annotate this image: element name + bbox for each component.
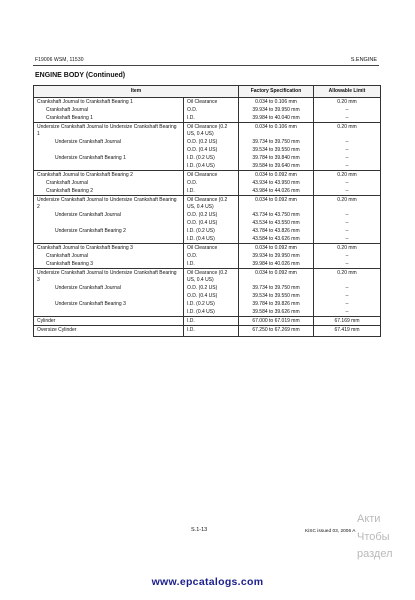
allowable-limit-cell: – <box>314 227 381 235</box>
table-row <box>34 269 381 285</box>
allowable-limit-cell: – <box>314 106 381 114</box>
table-row <box>34 244 381 253</box>
item-cell <box>34 219 184 227</box>
factory-spec-cell: 0.034 to 0.092 mm <box>239 269 314 285</box>
item-cell <box>34 162 184 171</box>
condition-cell: O.D. (0.4 US) <box>184 219 239 227</box>
table-row <box>34 106 381 114</box>
item-cell: Crankshaft Journal to Crankshaft Bearing 1 <box>34 98 184 107</box>
condition-cell: I.D. <box>184 317 239 326</box>
spec-table-body <box>34 98 381 337</box>
factory-spec-cell: 43.584 to 43.626 mm <box>239 235 314 244</box>
watermark-text: Чтобы <box>357 531 390 543</box>
condition-cell: I.D. <box>184 114 239 123</box>
factory-spec-cell: 39.584 to 39.640 mm <box>239 162 314 171</box>
table-row <box>34 146 381 154</box>
condition-cell: Oil Clearance (0.2 US, 0.4 US) <box>184 196 239 212</box>
item-cell: Crankshaft Bearing 3 <box>34 260 184 269</box>
spec-table <box>33 85 381 337</box>
item-cell: Crankshaft Journal <box>34 252 184 260</box>
allowable-limit-cell: – <box>314 138 381 146</box>
allowable-limit-cell: – <box>314 154 381 162</box>
allowable-limit-cell: – <box>314 284 381 292</box>
table-row <box>34 98 381 107</box>
condition-cell: I.D. (0.2 US) <box>184 300 239 308</box>
allowable-limit-cell: – <box>314 235 381 244</box>
item-cell: Crankshaft Bearing 2 <box>34 187 184 196</box>
item-cell: Crankshaft Journal <box>34 179 184 187</box>
table-row <box>34 171 381 180</box>
allowable-limit-cell: – <box>314 260 381 269</box>
factory-spec-cell: 39.784 to 39.826 mm <box>239 300 314 308</box>
allowable-limit-cell: 0.20 mm <box>314 123 381 139</box>
item-cell: Undersize Crankshaft Journal to Undersize Crankshaft Bearing 3 <box>34 269 184 285</box>
table-row <box>34 179 381 187</box>
table-row <box>34 154 381 162</box>
header-divider <box>33 65 379 66</box>
watermark-text: Акти <box>357 513 381 525</box>
table-row <box>34 326 381 337</box>
factory-spec-cell: 0.034 to 0.106 mm <box>239 123 314 139</box>
factory-spec-cell: 43.934 to 43.950 mm <box>239 179 314 187</box>
column-header-factory-spec: Factory Specification <box>239 86 314 98</box>
factory-spec-cell: 0.034 to 0.092 mm <box>239 196 314 212</box>
allowable-limit-cell: 0.20 mm <box>314 269 381 285</box>
item-cell: Undersize Crankshaft Journal <box>34 138 184 146</box>
item-cell: Undersize Crankshaft Bearing 2 <box>34 227 184 235</box>
item-cell: Crankshaft Journal to Crankshaft Bearing 3 <box>34 244 184 253</box>
item-cell: Undersize Crankshaft Journal to Undersize Crankshaft Bearing 2 <box>34 196 184 212</box>
condition-cell: I.D. (0.4 US) <box>184 162 239 171</box>
condition-cell: I.D. <box>184 187 239 196</box>
factory-spec-cell: 43.734 to 43.750 mm <box>239 211 314 219</box>
table-row <box>34 292 381 300</box>
item-cell: Undersize Crankshaft Journal <box>34 284 184 292</box>
condition-cell: I.D. (0.2 US) <box>184 154 239 162</box>
condition-cell: I.D. (0.4 US) <box>184 235 239 244</box>
allowable-limit-cell: – <box>314 219 381 227</box>
condition-cell: O.D. (0.4 US) <box>184 146 239 154</box>
column-header-item: Item <box>34 86 239 98</box>
table-row <box>34 317 381 326</box>
table-row <box>34 284 381 292</box>
condition-cell: O.D. <box>184 106 239 114</box>
allowable-limit-cell: 0.20 mm <box>314 244 381 253</box>
table-row <box>34 252 381 260</box>
item-cell <box>34 308 184 317</box>
factory-spec-cell: 39.734 to 39.750 mm <box>239 138 314 146</box>
condition-cell: Oil Clearance (0.2 US, 0.4 US) <box>184 123 239 139</box>
factory-spec-cell: 39.584 to 39.626 mm <box>239 308 314 317</box>
table-row <box>34 227 381 235</box>
item-cell: Undersize Crankshaft Journal to Undersize Crankshaft Bearing 1 <box>34 123 184 139</box>
item-cell <box>34 235 184 244</box>
item-cell: Undersize Crankshaft Bearing 1 <box>34 154 184 162</box>
table-row <box>34 123 381 139</box>
item-cell: Cylinder <box>34 317 184 326</box>
factory-spec-cell: 0.034 to 0.106 mm <box>239 98 314 107</box>
chapter-label: S.ENGINE <box>350 57 377 63</box>
table-row <box>34 235 381 244</box>
allowable-limit-cell: 67.169 mm <box>314 317 381 326</box>
factory-spec-cell: 67.000 to 67.019 mm <box>239 317 314 326</box>
factory-spec-cell: 43.784 to 43.826 mm <box>239 227 314 235</box>
table-row <box>34 219 381 227</box>
condition-cell: I.D. (0.2 US) <box>184 227 239 235</box>
condition-cell: O.D. (0.2 US) <box>184 211 239 219</box>
allowable-limit-cell: – <box>314 252 381 260</box>
item-cell <box>34 292 184 300</box>
allowable-limit-cell: 67.419 mm <box>314 326 381 337</box>
allowable-limit-cell: 0.20 mm <box>314 171 381 180</box>
condition-cell: I.D. <box>184 326 239 337</box>
issue-note: KiSC issued 03, 2006 A <box>305 529 356 534</box>
condition-cell: O.D. <box>184 179 239 187</box>
allowable-limit-cell: – <box>314 114 381 123</box>
factory-spec-cell: 43.984 to 44.026 mm <box>239 187 314 196</box>
condition-cell: O.D. (0.2 US) <box>184 284 239 292</box>
item-cell: Crankshaft Journal to Crankshaft Bearing 2 <box>34 171 184 180</box>
table-header-row <box>34 86 381 98</box>
allowable-limit-cell: – <box>314 146 381 154</box>
allowable-limit-cell: – <box>314 179 381 187</box>
allowable-limit-cell: 0.20 mm <box>314 196 381 212</box>
condition-cell: O.D. (0.4 US) <box>184 292 239 300</box>
table-row <box>34 138 381 146</box>
factory-spec-cell: 0.034 to 0.092 mm <box>239 244 314 253</box>
condition-cell: O.D. (0.2 US) <box>184 138 239 146</box>
condition-cell: I.D. <box>184 260 239 269</box>
watermark-text: раздел <box>357 548 393 560</box>
item-cell: Undersize Crankshaft Bearing 3 <box>34 300 184 308</box>
factory-spec-cell: 39.784 to 39.840 mm <box>239 154 314 162</box>
factory-spec-cell: 39.934 to 39.950 mm <box>239 106 314 114</box>
item-cell: Undersize Crankshaft Journal <box>34 211 184 219</box>
table-row <box>34 300 381 308</box>
allowable-limit-cell: – <box>314 308 381 317</box>
table-row <box>34 308 381 317</box>
column-header-allowable-limit: Allowable Limit <box>314 86 381 98</box>
allowable-limit-cell: – <box>314 300 381 308</box>
factory-spec-cell: 43.534 to 43.550 mm <box>239 219 314 227</box>
table-row <box>34 187 381 196</box>
condition-cell: O.D. <box>184 252 239 260</box>
table-row <box>34 260 381 269</box>
document-code: F19006 WSM, 11530 <box>35 57 84 63</box>
condition-cell: Oil Clearance <box>184 244 239 253</box>
section-title: ENGINE BODY (Continued) <box>35 72 126 79</box>
condition-cell: Oil Clearance <box>184 171 239 180</box>
factory-spec-cell: 39.934 to 39.950 mm <box>239 252 314 260</box>
condition-cell: Oil Clearance <box>184 98 239 107</box>
factory-spec-cell: 67.250 to 67.269 mm <box>239 326 314 337</box>
page-number: S.1-13 <box>191 527 208 533</box>
factory-spec-cell: 39.534 to 39.550 mm <box>239 292 314 300</box>
allowable-limit-cell: – <box>314 162 381 171</box>
condition-cell: Oil Clearance (0.2 US, 0.4 US) <box>184 269 239 285</box>
factory-spec-cell: 39.734 to 39.750 mm <box>239 284 314 292</box>
table-row <box>34 162 381 171</box>
factory-spec-cell: 0.034 to 0.092 mm <box>239 171 314 180</box>
item-cell <box>34 146 184 154</box>
table-row <box>34 196 381 212</box>
table-row <box>34 114 381 123</box>
item-cell: Crankshaft Journal <box>34 106 184 114</box>
table-row <box>34 211 381 219</box>
item-cell: Oversize Cylinder <box>34 326 184 337</box>
condition-cell: I.D. (0.4 US) <box>184 308 239 317</box>
factory-spec-cell: 39.984 to 40.040 mm <box>239 114 314 123</box>
allowable-limit-cell: 0.20 mm <box>314 98 381 107</box>
allowable-limit-cell: – <box>314 211 381 219</box>
site-url-link[interactable]: www.epcatalogs.com <box>151 576 264 588</box>
factory-spec-cell: 39.534 to 39.550 mm <box>239 146 314 154</box>
item-cell: Crankshaft Bearing 1 <box>34 114 184 123</box>
allowable-limit-cell: – <box>314 187 381 196</box>
allowable-limit-cell: – <box>314 292 381 300</box>
factory-spec-cell: 39.984 to 40.026 mm <box>239 260 314 269</box>
